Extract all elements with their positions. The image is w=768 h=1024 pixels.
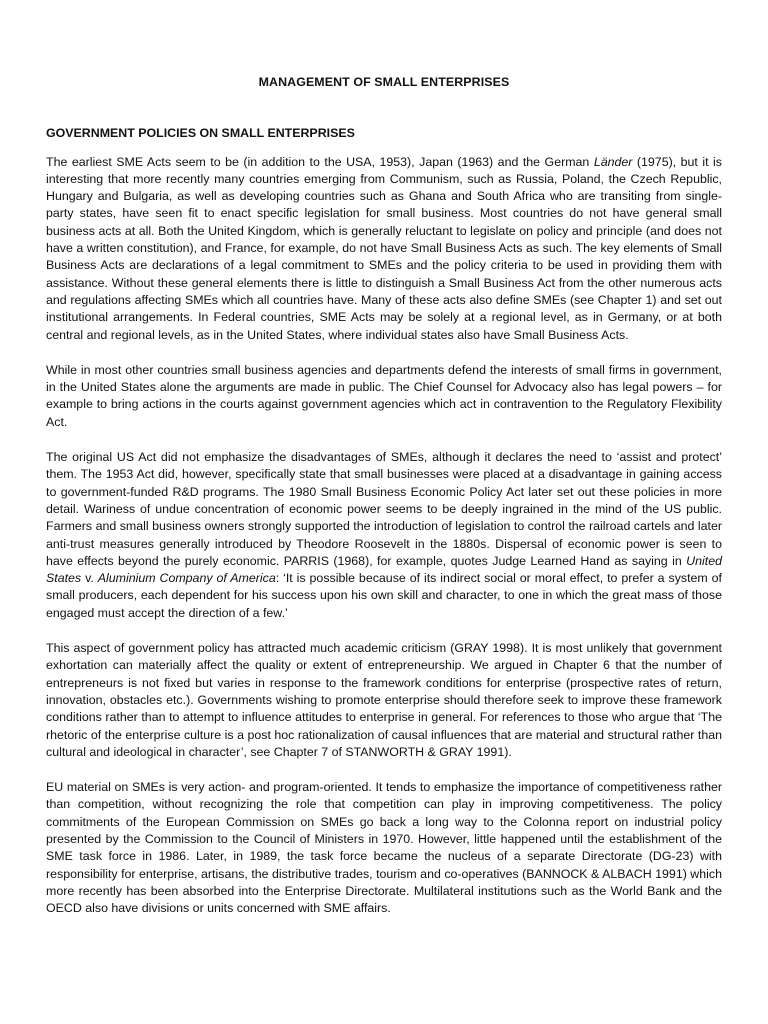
paragraph-2: While in most other countries small business agencies and departments defend the interests of small firms in government, in the United States alone the arguments are made in public. The Chief Counsel for Advocacy also has legal powers – for example to bring actions in the courts against government agencies which act in contravention to the Regulatory Flexibility Act. bbox=[46, 362, 722, 429]
paragraph-3-italic-aluminium: Aluminium Company of America bbox=[97, 571, 276, 586]
paragraph-1 bbox=[46, 154, 722, 344]
paragraph-1-text-a: The earliest SME Acts seem to be (in addition to the USA, 1953), Japan (1963) and the German bbox=[46, 154, 594, 169]
paragraph-3-text-a: The original US Act did not emphasize the disadvantages of SMEs, although it declares the need to ‘assist and protect’ them. The 1953 Act did, however, specifically state that small businesses were placed at a disadvantage in gaining access to government-funded R&D programs. The 1980 Small Business Economic Policy Act later set out these policies in more detail. Wariness of undue concentration of economic power seems to be deeply ingrained in the mind of the US public. Farmers and small business owners strongly supported the introduction of legislation to control the railroad cartels and later anti-trust measures generally introduced by Theodore Roosevelt in the 1880s. Dispersal of economic power is seen to have effects beyond the purely economic. PARRIS (1968), for example, quotes Judge Learned Hand as saying in bbox=[46, 450, 722, 568]
section-heading: GOVERNMENT POLICIES ON SMALL ENTERPRISES bbox=[46, 126, 355, 141]
paragraph-4: This aspect of government policy has attracted much academic criticism (GRAY 1998). It is most unlikely that government exhortation can materially affect the quality or extent of entrepreneurship. We argued in Chapter 6 that the number of entrepreneurs is not fixed but varies in response to the framework conditions for enterprise (prospective rates of return, innovation, obstacles etc.). Governments wishing to promote enterprise should therefore seek to improve these framework conditions rather than to attempt to influence attitudes to enterprise in general. For references to those who argue that ‘The rhetoric of the enterprise culture is a post hoc rationalization of causal influences that are material and structural rather than cultural and ideological in character’, see Chapter 7 of STANWORTH & GRAY 1991). bbox=[46, 641, 722, 759]
document-page bbox=[46, 74, 722, 917]
paragraph-1-italic-lander: Länder bbox=[593, 154, 633, 169]
paragraph-3-text-e: : ‘It is possible because of its indirect social or moral effect, to prefer a system of small producers, each dependent for his success upon his own skill and character, to one in which the great mass of those engaged must accept the direction of a few.’ bbox=[46, 571, 723, 620]
paragraph-1-text-c: (1975), but it is interesting that more recently many countries emerging from Communism, such as Russia, Poland, the Czech Republic, Hungary and Bulgaria, as well as developing countries such as Ghana and South Africa who are transiting from single-party states, have seen fit to enact specific legislation for small business. Most countries do not have general small business acts at all. Both the United Kingdom, which is generally reluctant to legislate on policy and principle (and does not have a written constitution), and France, for example, do not have Small Business Acts as such. The key elements of Small Business Acts are declarations of a legal commitment to SMEs and the policy criteria to be used in providing them with assistance. Without these general elements there is little to distinguish a Small Business Act from the other numerous acts and regulations affecting SMEs which all countries have. Many of these acts also define SMEs (see Chapter 1) and set out institutional arrangements. In Federal countries, SME Acts may be solely at a regional level, as in Germany, or at both central and regional levels, as in the United States, where individual states also have Small Business Acts. bbox=[46, 154, 722, 342]
paragraph-3-italic-united-states: United States bbox=[46, 553, 722, 586]
paragraph-3 bbox=[46, 449, 722, 622]
paragraph-3-text-c: v. bbox=[81, 571, 98, 586]
paragraph-5: EU material on SMEs is very action- and program-oriented. It tends to emphasize the importance of competitiveness rather than competition, without recognizing the role that competition can play in improving competitiveness. The policy commitments of the European Commission on SMEs go back a long way to the Colonna report on industrial policy presented by the Commission to the Council of Ministers in 1970. However, little happened until the establishment of the SME task force in 1986. Later, in 1989, the task force became the nucleus of a separate Directorate (DG-23) with responsibility for enterprise, artisans, the distributive trades, tourism and co-operatives (BANNOCK & ALBACH 1991) which more recently has been absorbed into the Enterprise Directorate. Multilateral institutions such as the World Bank and the OECD also have divisions or units concerned with SME affairs. bbox=[46, 780, 722, 916]
document-title: MANAGEMENT OF SMALL ENTERPRISES bbox=[258, 75, 510, 89]
